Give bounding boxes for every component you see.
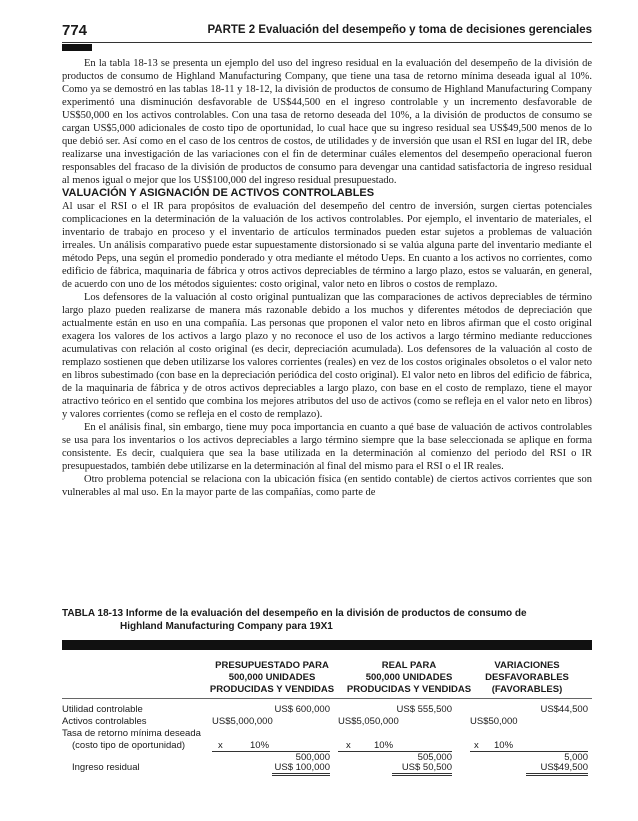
column-header-budget	[192, 660, 352, 696]
budget-cell: US$ 600,000	[274, 704, 330, 715]
section-paragraph: Los defensores de la valuación al costo original puntualizan que las comparaciones de activos depreciables de término largo plazo pueden realizarse de manera más razonable debido a los muchos y diferentes métodos de depreciación que actualmente están en uso en una compañía. Las personas que proponen el valor neto en libros afirman que el costo original exagera los valores de los activos a largo plazo y no reconoce el uso de los activos a largo término mediante reducciones acumulativas con relación al costo original (es decir, depreciación acumulada). Los defensores de la valuación al costo de remplazo sostienen que deben utilizarse los valores corrientes (reales) en vez de los costos originales obsoletos o el valor neto en libros subestimado (con base en la depreciación periódica del costo original). El valor neto en libros del edificio de fábrica, de la maquinaria de fábrica y de otros activos depreciables a largo plazo, con base en el costo de remplazo, tiene el mayor atractivo teórico en el sentido que combina los mejores atributos del uso de activos (como se refleja en el valor neto en libros) y valores corrientes (como se refleja en el costo de remplazo).	[62, 292, 592, 420]
budget-total: US$ 100,000	[272, 762, 330, 776]
running-title: PARTE 2 Evaluación del desempeño y toma de decisiones gerenciales	[207, 24, 592, 36]
section-paragraph: En el análisis final, sin embargo, tiene muy poca importancia en cuanto a qué base de valuación de activos controlables se usa para los inventarios o los activos depreciables a largo término siempre que la base seleccionada se aplique en forma consistente. Es decir, cualquiera que sea la base utilizada en la determinación al comienzo del periodo del RSI o IR presupuestados, también debe utilizarse en la determinación al final del mismo para el RSI o el IR reales.	[62, 422, 592, 472]
column-header-actual	[334, 660, 484, 696]
variance-cell: US$50,000	[470, 716, 518, 727]
header-line: PRODUCIDAS Y VENDIDAS	[209, 684, 335, 695]
actual-multiplier: x	[346, 740, 351, 751]
row-label: (costo tipo de oportunidad)	[72, 740, 186, 751]
actual-total: US$ 50,500	[392, 762, 452, 776]
variance-cell: 5,000	[564, 752, 588, 763]
budget-cell: 500,000	[295, 752, 330, 763]
header-divider	[62, 698, 592, 699]
table-caption	[62, 608, 592, 633]
budget-multiplier: x	[218, 740, 223, 751]
row-label: Activos controlables	[62, 716, 147, 727]
intro-paragraph: En la tabla 18-13 se presenta un ejemplo del uso del ingreso residual en la evaluación del desempeño de la división de productos de consumo de Highland Manufacturing Company, que tiene una tasa de retorno mínima deseada igual al 10%. Como ya se demostró en las tablas 18-11 y 18-12, la división de productos de consumo de Highland Manufacturing Company experimentó una disminución desfavorable de US$44,500 en el ingreso controlable y un incremento desfavorable de US$50,000 en los activos controlables. Con una tasa de retorno deseada del 10%, a la división de productos de consumo se cargan US$5,000 adicionales de costo tipo de oportunidad, lo cual hace que su ingreso residual sea US$49,500 menos de lo que debió ser. Así como en el caso de los centros de costos, de utilidades y de inversión que usan el RSI en lugar del IR, debe realizarse una investigación de las variaciones con el fin de determinar cuáles elementos del desempeño operacional fueron responsables del fracaso de la división de productos de consumo para devengar una cantidad satisfactoria de ingreso residual al menos igual o mejor que los US$100,000 del ingreso residual presupuestado.	[62, 58, 592, 186]
actual-cell: US$ 555,500	[396, 704, 452, 715]
header-line: DESFAVORABLES	[485, 672, 569, 683]
row-label: Tasa de retorno mínima deseada	[62, 728, 201, 739]
table-top-bar	[62, 640, 592, 650]
section-paragraph: Al usar el RSI o el IR para propósitos de evaluación del desempeño del centro de inversión, surgen ciertas potenciales complicaciones en la determinación de la valuación de los activos controlables. Por ejemplo, el inventario de materiales, el inventario de trabajo en proceso y el inventario de artículos terminados pueden estar sujetos a problemas de valuación irreales. Un análisis comparativo puede estar supuestamente distorsionado si se valúa alguna parte del inventario mediante el método Peps, una según el promedio ponderado y otra mediante el método Ueps. En cuanto a los activos no corrientes, como edificio de fábrica, maquinaria de fábrica y otros activos depreciables de término a largo plazo, estos se valuarán, en general, de acuerdo con uno de los métodos siguientes: costo original, valor neto en libros o costos de remplazo.	[62, 201, 592, 290]
actual-cell: 505,000	[417, 752, 452, 763]
section-heading: VALUACIÓN Y ASIGNACIÓN DE ACTIVOS CONTROLABLES	[62, 187, 375, 199]
table-caption-line: Highland Manufacturing Company para 19X1	[120, 620, 333, 632]
page-number: 774	[62, 22, 88, 39]
header-line: PRESUPUESTADO PARA	[215, 660, 329, 671]
page-header	[62, 22, 592, 44]
header-line: 500,000 UNIDADES	[365, 672, 453, 683]
row-label: Utilidad controlable	[62, 704, 143, 715]
body-text	[62, 57, 592, 499]
variance-cell: US$44,500	[540, 704, 588, 715]
variance-total: US$49,500	[526, 762, 588, 776]
budget-cell: US$5,000,000	[212, 716, 273, 727]
header-line: VARIACIONES	[494, 660, 560, 671]
row-label: Ingreso residual	[72, 762, 140, 773]
header-marker	[62, 44, 92, 51]
header-rule	[62, 42, 592, 43]
column-header-variance	[464, 660, 590, 696]
actual-cell: 10%	[374, 740, 394, 751]
variance-multiplier: x	[474, 740, 479, 751]
header-line: 500,000 UNIDADES	[228, 672, 316, 683]
header-line: PRODUCIDAS Y VENDIDAS	[346, 684, 472, 695]
actual-cell: US$5,050,000	[338, 716, 399, 727]
budget-cell: 10%	[250, 740, 270, 751]
header-line: REAL PARA	[381, 660, 437, 671]
section-paragraph: Otro problema potencial se relaciona con la ubicación física (en sentido contable) de ciertos activos corrientes que son vulnerables al mal uso. En la mayor parte de las compañías, como parte de	[62, 474, 592, 498]
header-line: (FAVORABLES)	[491, 684, 563, 695]
variance-cell: 10%	[494, 740, 514, 751]
table-caption-line: TABLA 18-13 Informe de la evaluación del desempeño en la división de productos de consumo de	[62, 608, 527, 619]
